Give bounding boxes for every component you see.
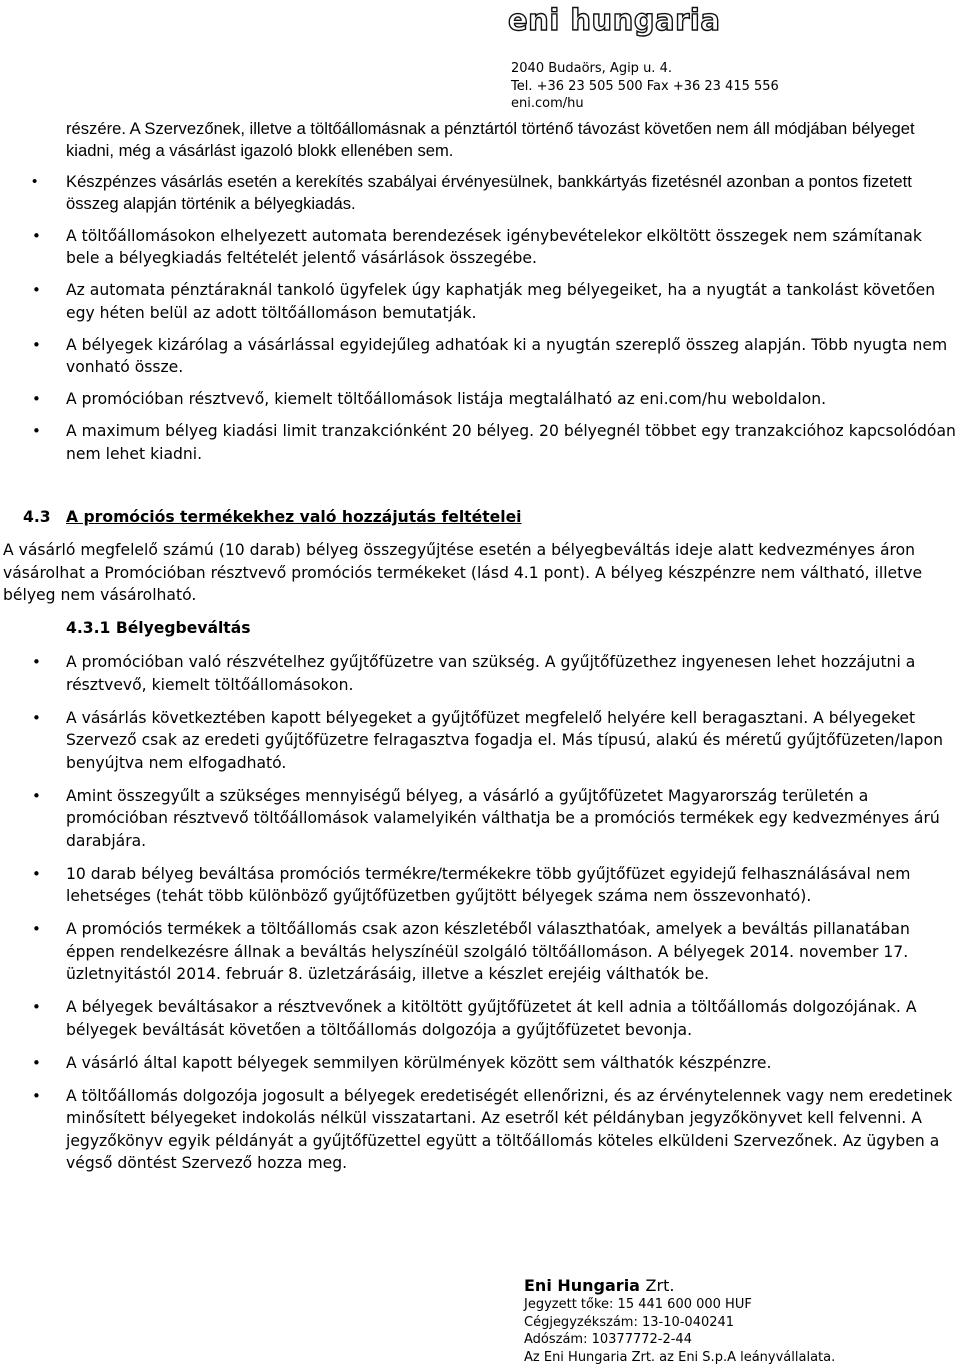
section-number: 4.3 bbox=[23, 508, 51, 526]
list-item: • A promócióban résztvevő, kiemelt töltőállomások listája megtalálható az eni.com/hu weboldalon. bbox=[66, 388, 960, 411]
list-item: • Amint összegyűlt a szükséges mennyiségű bélyeg, a vásárló a gyűjtőfüzetet Magyarország területén a promócióban résztvevő töltőállomások valamelyikén válthatja be a promóciós termékek egy kedvezményes árú darabjára. bbox=[66, 785, 960, 853]
list-item: • A bélyegek kizárólag a vásárlással egyidejűleg adhatóak ki a nyugtán szereplő összeg alapján. Több nyugta nem vonható össze. bbox=[66, 334, 960, 379]
subsection-heading: 4.3.1 Bélyegbeváltás bbox=[66, 619, 251, 637]
footer-company-info bbox=[524, 1276, 835, 1366]
list-item: • A maximum bélyeg kiadási limit tranzakciónként 20 bélyeg. 20 bélyegnél többet egy tranzakcióhoz kapcsolódóan nem lehet kiadni. bbox=[66, 420, 960, 465]
registration-number: Cégjegyzékszám: 13-10-040241 bbox=[524, 1314, 735, 1330]
section-title: A promóciós termékekhez való hozzájutás feltételei bbox=[66, 508, 522, 526]
header-address bbox=[511, 60, 779, 113]
list-item: • A promócióban való részvételhez gyűjtőfüzetre van szükség. A gyűjtőfüzethez ingyenesen lehet hozzájutni a résztvevő, kiemelt töltőállomásokon. bbox=[66, 651, 960, 696]
subsidiary-note: Az Eni Hungaria Zrt. az Eni S.p.A leányvállalata. bbox=[524, 1349, 836, 1365]
registered-capital: Jegyzett tőke: 15 441 600 000 HUF bbox=[524, 1297, 752, 1312]
company-name-text: Eni Hungaria bbox=[524, 1276, 640, 1295]
list-item: • A töltőállomás dolgozója jogosult a bélyegek eredetiségét ellenőrizni, és az érvénytelennek vagy nem eredetinek minősített bélyegeket indokolás nélkül visszatartani. Az esetről két példányban jegyzőkönyvet kell felvenni. A jegyzőkönyv egyik példányát a gyűjtőfüzettel együtt a töltőállomás köteles elküldeni Szervezőnek. Az ügyben a végső döntést Szervező hozza meg. bbox=[66, 1085, 960, 1175]
tax-number: Adószám: 10377772-2-44 bbox=[524, 1332, 692, 1347]
list-item: • A promóciós termékek a töltőállomás csak azon készletéből választhatóak, amelyek a beváltás pillanatában éppen rendelkezésre állnak a beváltás helyszínéül szolgáló töltőállomáson. A bélyegek 2014. november 17. üzletnyitástól 2014. február 8. üzletzárásáig, illetve a készlet erejéig válthatók be. bbox=[66, 918, 960, 986]
conditions-list bbox=[66, 171, 960, 475]
company-suffix: Zrt. bbox=[645, 1276, 675, 1295]
company-logo: eni hungaria bbox=[508, 3, 721, 37]
redemption-list bbox=[66, 651, 960, 1185]
section-heading bbox=[23, 508, 522, 526]
list-item: • A bélyegek beváltásakor a résztvevőnek a kitöltött gyűjtőfüzetet át kell adnia a töltőállomás dolgozójának. A bélyegek beváltását követően a töltőállomás dolgozója a gyűjtőfüzetet bevonja. bbox=[66, 996, 960, 1041]
intro-text: részére. A Szervezőnek, illetve a töltőállomásnak a pénztártól történő távozást követően nem áll módjában bélyeget kiadni, még a vásárlást igazoló blokk ellenében sem. bbox=[66, 119, 915, 160]
list-item: • Az automata pénztáraknál tankoló ügyfelek úgy kaphatják meg bélyegeiket, ha a nyugtát a tankolást követően egy héten belül az adott töltőállomáson bemutatják. bbox=[66, 279, 960, 324]
address-website: eni.com/hu bbox=[511, 96, 584, 111]
list-item: • A töltőállomásokon elhelyezett automata berendezések igénybevételekor elköltött összegek nem számítanak bele a bélyegkiadás feltételét jelentő vásárlások összegébe. bbox=[66, 225, 960, 270]
list-item: • 10 darab bélyeg beváltása promóciós termékre/termékekre több gyűjtőfüzet egyidejű felhasználásával nem lehetséges (tehát több különböző gyűjtőfüzetben gyűjtött bélyegek száma nem összevonható). bbox=[66, 863, 960, 908]
list-item: • A vásárlás következtében kapott bélyegeket a gyűjtőfüzet megfelelő helyére kell beragasztani. A bélyegeket Szervező csak az eredeti gyűjtőfüzetre felragasztva fogadja el. Más típusú, alakú és méretű gyűjtőfüzeten/lapon benyújtva nem elfogadható. bbox=[66, 707, 960, 775]
company-name bbox=[524, 1276, 835, 1296]
list-item: • Készpénzes vásárlás esetén a kerekítés szabályai érvényesülnek, bankkártyás fizetésnél azonban a pontos fizetett összeg alapján történik a bélyegkiadás. bbox=[66, 171, 960, 215]
list-item: • A vásárló által kapott bélyegek semmilyen körülmények között sem válthatók készpénzre. bbox=[66, 1052, 960, 1075]
address-phone-fax: Tel. +36 23 505 500 Fax +36 23 415 556 bbox=[511, 78, 779, 94]
address-street: 2040 Budaörs, Agip u. 4. bbox=[511, 61, 672, 76]
section-paragraph: A vásárló megfelelő számú (10 darab) bélyeg összegyűjtése esetén a bélyegbeváltás ideje alatt kedvezményes áron vásárolhat a Promócióban résztvevő promóciós termékeket (lásd 4.1 pont). A bélyeg készpénzre nem váltható, illetve bélyeg nem vásárolható. bbox=[3, 541, 923, 604]
